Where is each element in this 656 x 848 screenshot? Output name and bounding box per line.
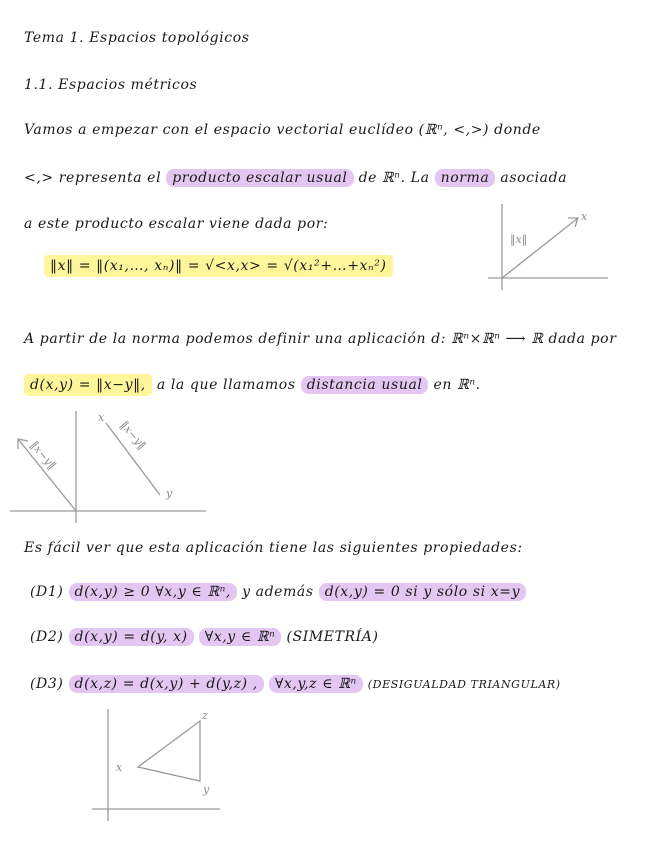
x-point-label: x — [581, 210, 588, 223]
d2-formula: d(x,y) = d(y, x) — [69, 628, 194, 646]
property-d2 — [30, 629, 379, 645]
d1-conjunction: y además — [242, 584, 314, 600]
x-point-label: x — [98, 411, 105, 424]
triangle-diagram — [90, 705, 230, 825]
distance-formula: d(x,y) = ‖x−y‖, — [24, 374, 152, 396]
property-tag: (D3) — [30, 676, 64, 692]
highlight-producto-escalar: producto escalar usual — [166, 169, 353, 187]
d3-quantifier: ∀x,y,z ∈ ℝⁿ — [269, 675, 363, 693]
norm-label: ‖x‖ — [510, 233, 528, 246]
property-d1 — [30, 584, 526, 600]
distance-label-left: ‖x−y‖ — [27, 438, 59, 472]
d3-formula: d(x,z) = d(x,y) + d(y,z) , — [69, 675, 264, 693]
highlight-distancia-usual: distancia usual — [301, 376, 429, 394]
page-title: Tema 1. Espacios topológicos — [24, 30, 250, 46]
distance-label-right: ‖x−y‖ — [117, 418, 149, 452]
property-tag: (D1) — [30, 584, 64, 600]
distance-line-1: A partir de la norma podemos definir una aplicación d: ℝⁿ×ℝⁿ ⟶ ℝ dada por — [24, 331, 617, 347]
y-point-label: y — [203, 783, 210, 796]
intro-text: <,> representa el — [24, 170, 162, 186]
property-tag: (D2) — [30, 629, 64, 645]
intro-line-1: Vamos a empezar con el espacio vectorial euclídeo (ℝⁿ, <,>) donde — [24, 122, 541, 138]
intro-line-2 — [24, 170, 567, 186]
highlight-norma: norma — [435, 169, 496, 187]
norm-formula-highlight: ‖x‖ = ‖(x₁,…, xₙ)‖ = √<x,x> = √(x₁²+…+xₙ²) — [44, 255, 393, 277]
norm-vector-diagram — [484, 200, 614, 295]
d1-formula: d(x,y) ≥ 0 ∀x,y ∈ ℝⁿ, — [69, 583, 237, 601]
norm-formula — [44, 258, 393, 274]
distance-line-2 — [24, 377, 481, 393]
section-heading: 1.1. Espacios métricos — [24, 77, 198, 93]
intro-text: de ℝⁿ. La — [358, 170, 430, 186]
d2-quantifier: ∀x,y ∈ ℝⁿ — [199, 628, 282, 646]
d3-note: (DESIGUALDAD TRIANGULAR) — [367, 678, 561, 691]
z-point-label: z — [202, 709, 208, 722]
properties-intro: Es fácil ver que esta aplicación tiene las siguientes propiedades: — [24, 540, 523, 556]
intro-line-3: a este producto escalar viene dada por: — [24, 216, 329, 232]
distance-diagram — [10, 405, 210, 525]
distance-text: a la que llamamos — [156, 377, 296, 393]
y-point-label: y — [166, 487, 173, 500]
intro-text: asociada — [500, 170, 568, 186]
distance-text: en ℝⁿ. — [433, 377, 481, 393]
d1-formula-zero: d(x,y) = 0 si y sólo si x=y — [319, 583, 526, 601]
property-d3 — [30, 676, 561, 692]
d2-note: (SIMETRÍA) — [286, 629, 379, 645]
x-point-label: x — [116, 761, 123, 774]
